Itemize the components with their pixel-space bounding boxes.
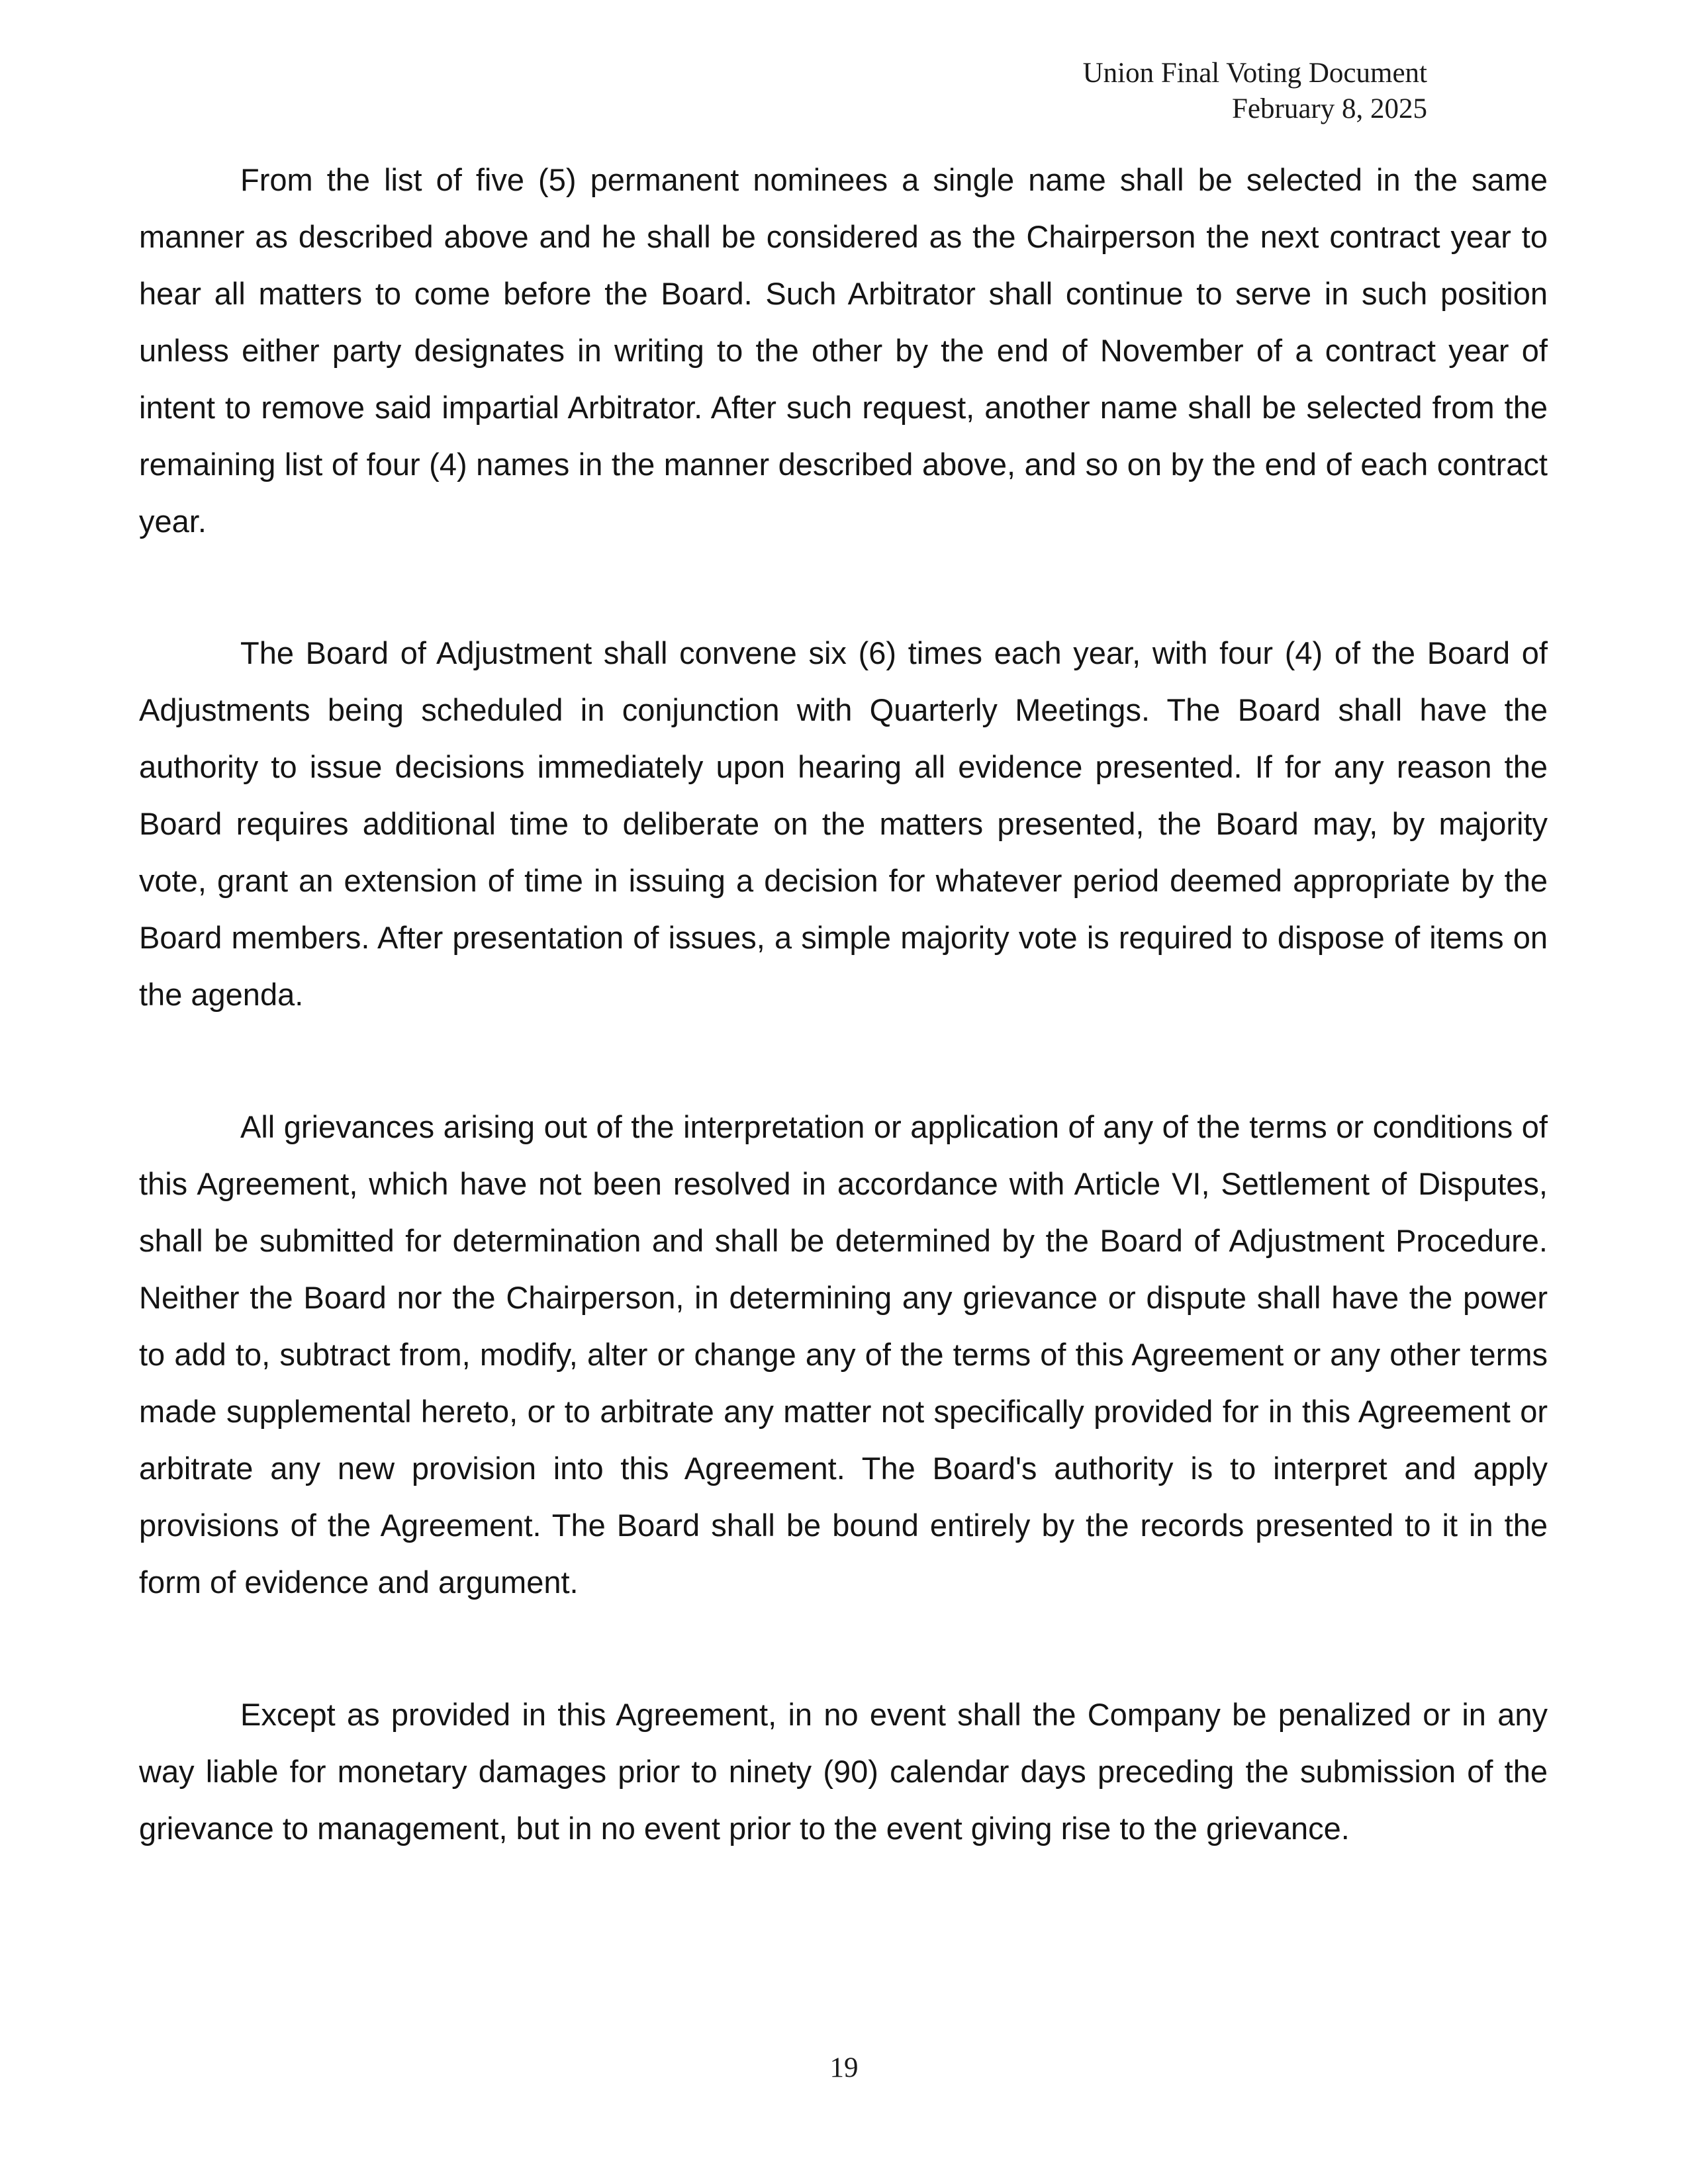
header-title: Union Final Voting Document xyxy=(1082,58,1427,89)
page-number: 19 xyxy=(829,2052,859,2083)
paragraph-chairperson-selection: From the list of five (5) permanent nominees a single name shall be selected in the same manner as described above and he shall be considered as the Chairperson the next contract year to hear all matters to come before the Board. Such Arbitrator shall continue to serve in such position unless either party designates in writing to the other by the end of November of a contract year of intent to remove said impartial Arbitrator. After such request, another name shall be selected from the remaining list of four (4) names in the manner described above, and so on by the end of each contract year. xyxy=(139,162,1548,539)
header-date: February 8, 2025 xyxy=(1232,93,1427,124)
paragraph-monetary-liability: Except as provided in this Agreement, in no event shall the Company be penalized or in any way liable for monetary damages prior to ninety (90) calendar days preceding the submission of the grievance to management, but in no event prior to the event giving rise to the grievance. xyxy=(139,1697,1548,1846)
page-header xyxy=(1083,56,1427,127)
paragraph-board-convening: The Board of Adjustment shall convene six (6) times each year, with four (4) of the Board of Adjustments being scheduled in conjunction with Quarterly Meetings. The Board shall have the authority to issue decisions immediately upon hearing all evidence presented. If for any reason the Board requires additional time to deliberate on the matters presented, the Board may, by majority vote, grant an extension of time in issuing a decision for whatever period deemed appropriate by the Board members. After presentation of issues, a simple majority vote is required to dispose of items on the agenda. xyxy=(139,635,1548,1012)
paragraph-grievance-determination: All grievances arising out of the interpretation or application of any of the terms or conditions of this Agreement, which have not been resolved in accordance with Article VI, Settlement of Disputes, shall be submitted for determination and shall be determined by the Board of Adjustment Procedure. Neither the Board nor the Chairperson, in determining any grievance or dispute shall have the power to add to, subtract from, modify, alter or change any of the terms of this Agreement or any other terms made supplemental hereto, or to arbitrate any matter not specifically provided for in this Agreement or arbitrate any new provision into this Agreement. The Board's authority is to interpret and apply provisions of the Agreement. The Board shall be bound entirely by the records presented to it in the form of evidence and argument. xyxy=(139,1109,1548,1600)
